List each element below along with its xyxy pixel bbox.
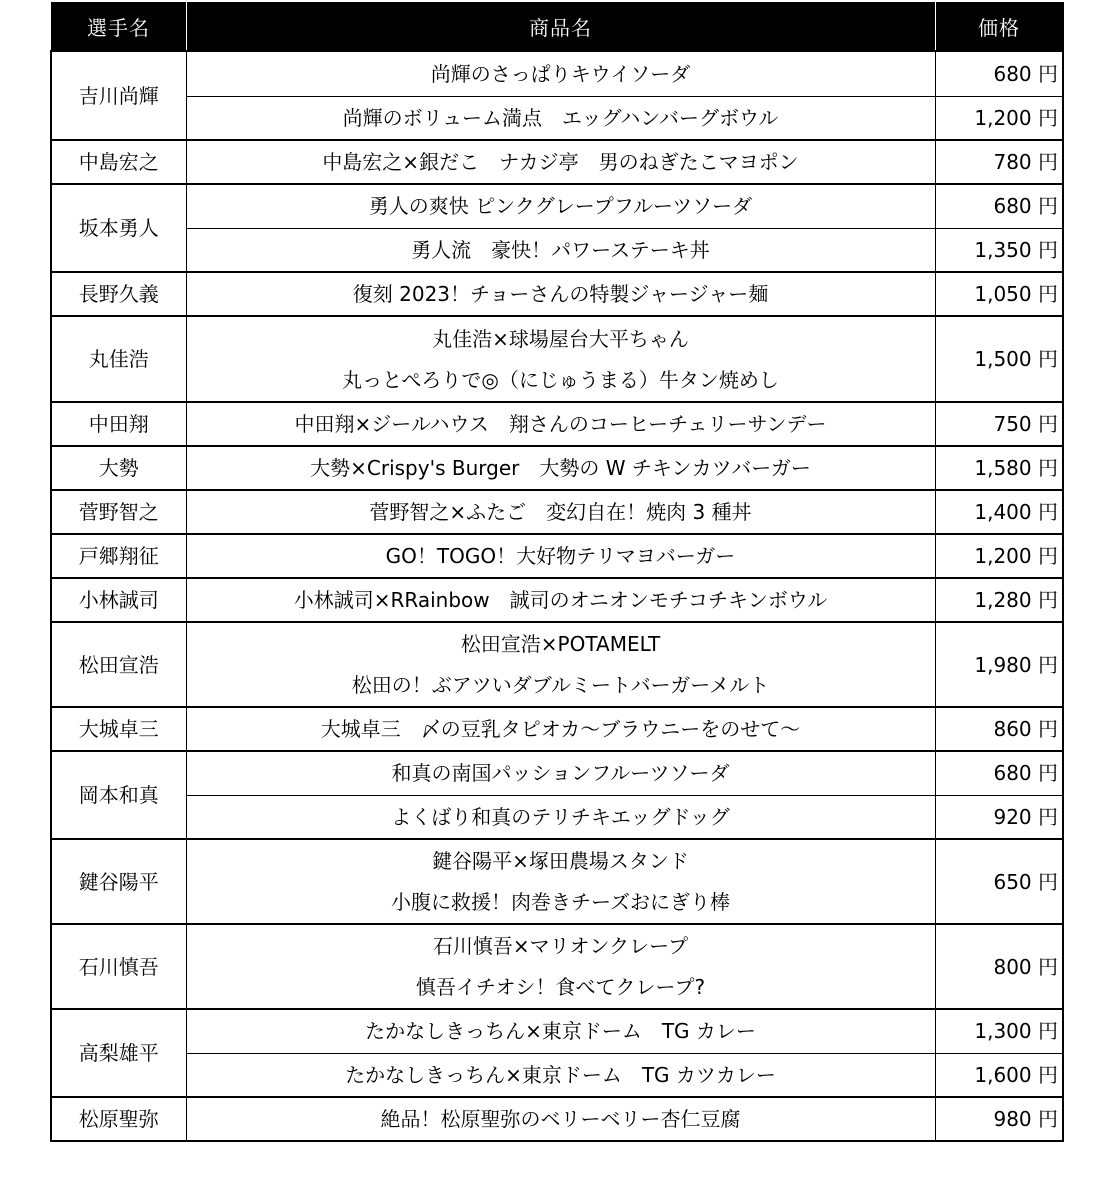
product-name: 勇人流 豪快！パワーステーキ丼 bbox=[186, 228, 935, 272]
player-name: 松原聖弥 bbox=[51, 1097, 186, 1141]
table-row bbox=[51, 228, 1063, 272]
product-name: 和真の南国パッションフルーツソーダ bbox=[186, 751, 935, 795]
product-name: たかなしきっちん×東京ドーム TG カツカレー bbox=[186, 1053, 935, 1097]
table-row bbox=[51, 402, 1063, 446]
header-player: 選手名 bbox=[51, 2, 186, 51]
price: 680 円 bbox=[935, 184, 1063, 228]
player-name: 中田翔 bbox=[51, 402, 186, 446]
table-row bbox=[51, 924, 1063, 1009]
table-row bbox=[51, 51, 1063, 96]
player-name: 松田宣浩 bbox=[51, 622, 186, 707]
player-name: 菅野智之 bbox=[51, 490, 186, 534]
table-row bbox=[51, 272, 1063, 316]
price: 680 円 bbox=[935, 51, 1063, 96]
table-row bbox=[51, 1009, 1063, 1053]
price: 1,050 円 bbox=[935, 272, 1063, 316]
product-name: 中田翔×ジールハウス 翔さんのコーヒーチェリーサンデー bbox=[186, 402, 935, 446]
price: 650 円 bbox=[935, 839, 1063, 924]
product-name: 大勢×Crispy's Burger 大勢の W チキンカツバーガー bbox=[186, 446, 935, 490]
table-row bbox=[51, 751, 1063, 795]
menu-table bbox=[50, 2, 1064, 1142]
table-row bbox=[51, 140, 1063, 184]
price: 1,300 円 bbox=[935, 1009, 1063, 1053]
table-row bbox=[51, 96, 1063, 140]
player-name: 高梨雄平 bbox=[51, 1009, 186, 1097]
price: 800 円 bbox=[935, 924, 1063, 1009]
player-name: 石川慎吾 bbox=[51, 924, 186, 1009]
table-row bbox=[51, 622, 1063, 707]
product-name: 鍵谷陽平×塚田農場スタンド 小腹に救援！肉巻きチーズおにぎり棒 bbox=[186, 839, 935, 924]
table-row bbox=[51, 839, 1063, 924]
table-row bbox=[51, 1053, 1063, 1097]
table-row bbox=[51, 534, 1063, 578]
product-name: 中島宏之×銀だこ ナカジ亭 男のねぎたこマヨポン bbox=[186, 140, 935, 184]
product-name: 尚輝のボリューム満点 エッグハンバーグボウル bbox=[186, 96, 935, 140]
player-name: 長野久義 bbox=[51, 272, 186, 316]
price: 920 円 bbox=[935, 795, 1063, 839]
product-name: 丸佳浩×球場屋台大平ちゃん 丸っとぺろりで◎（にじゅうまる）牛タン焼めし bbox=[186, 316, 935, 402]
price: 1,200 円 bbox=[935, 534, 1063, 578]
player-name: 大城卓三 bbox=[51, 707, 186, 751]
table-row bbox=[51, 795, 1063, 839]
product-name: 絶品！松原聖弥のベリーベリー杏仁豆腐 bbox=[186, 1097, 935, 1141]
price: 1,350 円 bbox=[935, 228, 1063, 272]
player-name: 中島宏之 bbox=[51, 140, 186, 184]
price: 1,200 円 bbox=[935, 96, 1063, 140]
table-row bbox=[51, 1097, 1063, 1141]
table-row bbox=[51, 184, 1063, 228]
product-name: 尚輝のさっぱりキウイソーダ bbox=[186, 51, 935, 96]
price: 980 円 bbox=[935, 1097, 1063, 1141]
table-row bbox=[51, 578, 1063, 622]
player-name: 鍵谷陽平 bbox=[51, 839, 186, 924]
price: 750 円 bbox=[935, 402, 1063, 446]
price: 1,280 円 bbox=[935, 578, 1063, 622]
product-name: 松田宣浩×POTAMELT 松田の！ぶアツいダブルミートバーガーメルト bbox=[186, 622, 935, 707]
header-row bbox=[51, 2, 1063, 51]
product-name: 復刻 2023！チョーさんの特製ジャージャー麺 bbox=[186, 272, 935, 316]
player-name: 大勢 bbox=[51, 446, 186, 490]
player-name: 小林誠司 bbox=[51, 578, 186, 622]
product-name: 勇人の爽快 ピンクグレープフルーツソーダ bbox=[186, 184, 935, 228]
player-name: 戸郷翔征 bbox=[51, 534, 186, 578]
product-name: 大城卓三 〆の豆乳タピオカ～ブラウニーをのせて～ bbox=[186, 707, 935, 751]
price: 780 円 bbox=[935, 140, 1063, 184]
price: 860 円 bbox=[935, 707, 1063, 751]
table-row bbox=[51, 316, 1063, 402]
price: 1,600 円 bbox=[935, 1053, 1063, 1097]
header-product: 商品名 bbox=[186, 2, 935, 51]
product-name: 石川慎吾×マリオンクレープ 慎吾イチオシ！食べてクレープ? bbox=[186, 924, 935, 1009]
product-name: GO！TOGO！大好物テリマヨバーガー bbox=[186, 534, 935, 578]
player-name: 坂本勇人 bbox=[51, 184, 186, 272]
product-name: よくばり和真のテリチキエッグドッグ bbox=[186, 795, 935, 839]
product-name: 菅野智之×ふたご 変幻自在！焼肉 3 種丼 bbox=[186, 490, 935, 534]
player-name: 岡本和真 bbox=[51, 751, 186, 839]
price: 1,500 円 bbox=[935, 316, 1063, 402]
player-name: 丸佳浩 bbox=[51, 316, 186, 402]
product-name: 小林誠司×RRainbow 誠司のオニオンモチコチキンボウル bbox=[186, 578, 935, 622]
header-price: 価格 bbox=[935, 2, 1063, 51]
player-name: 吉川尚輝 bbox=[51, 51, 186, 140]
price: 680 円 bbox=[935, 751, 1063, 795]
price: 1,580 円 bbox=[935, 446, 1063, 490]
product-name: たかなしきっちん×東京ドーム TG カレー bbox=[186, 1009, 935, 1053]
table-row bbox=[51, 490, 1063, 534]
table-row bbox=[51, 446, 1063, 490]
price: 1,400 円 bbox=[935, 490, 1063, 534]
price: 1,980 円 bbox=[935, 622, 1063, 707]
table-row bbox=[51, 707, 1063, 751]
